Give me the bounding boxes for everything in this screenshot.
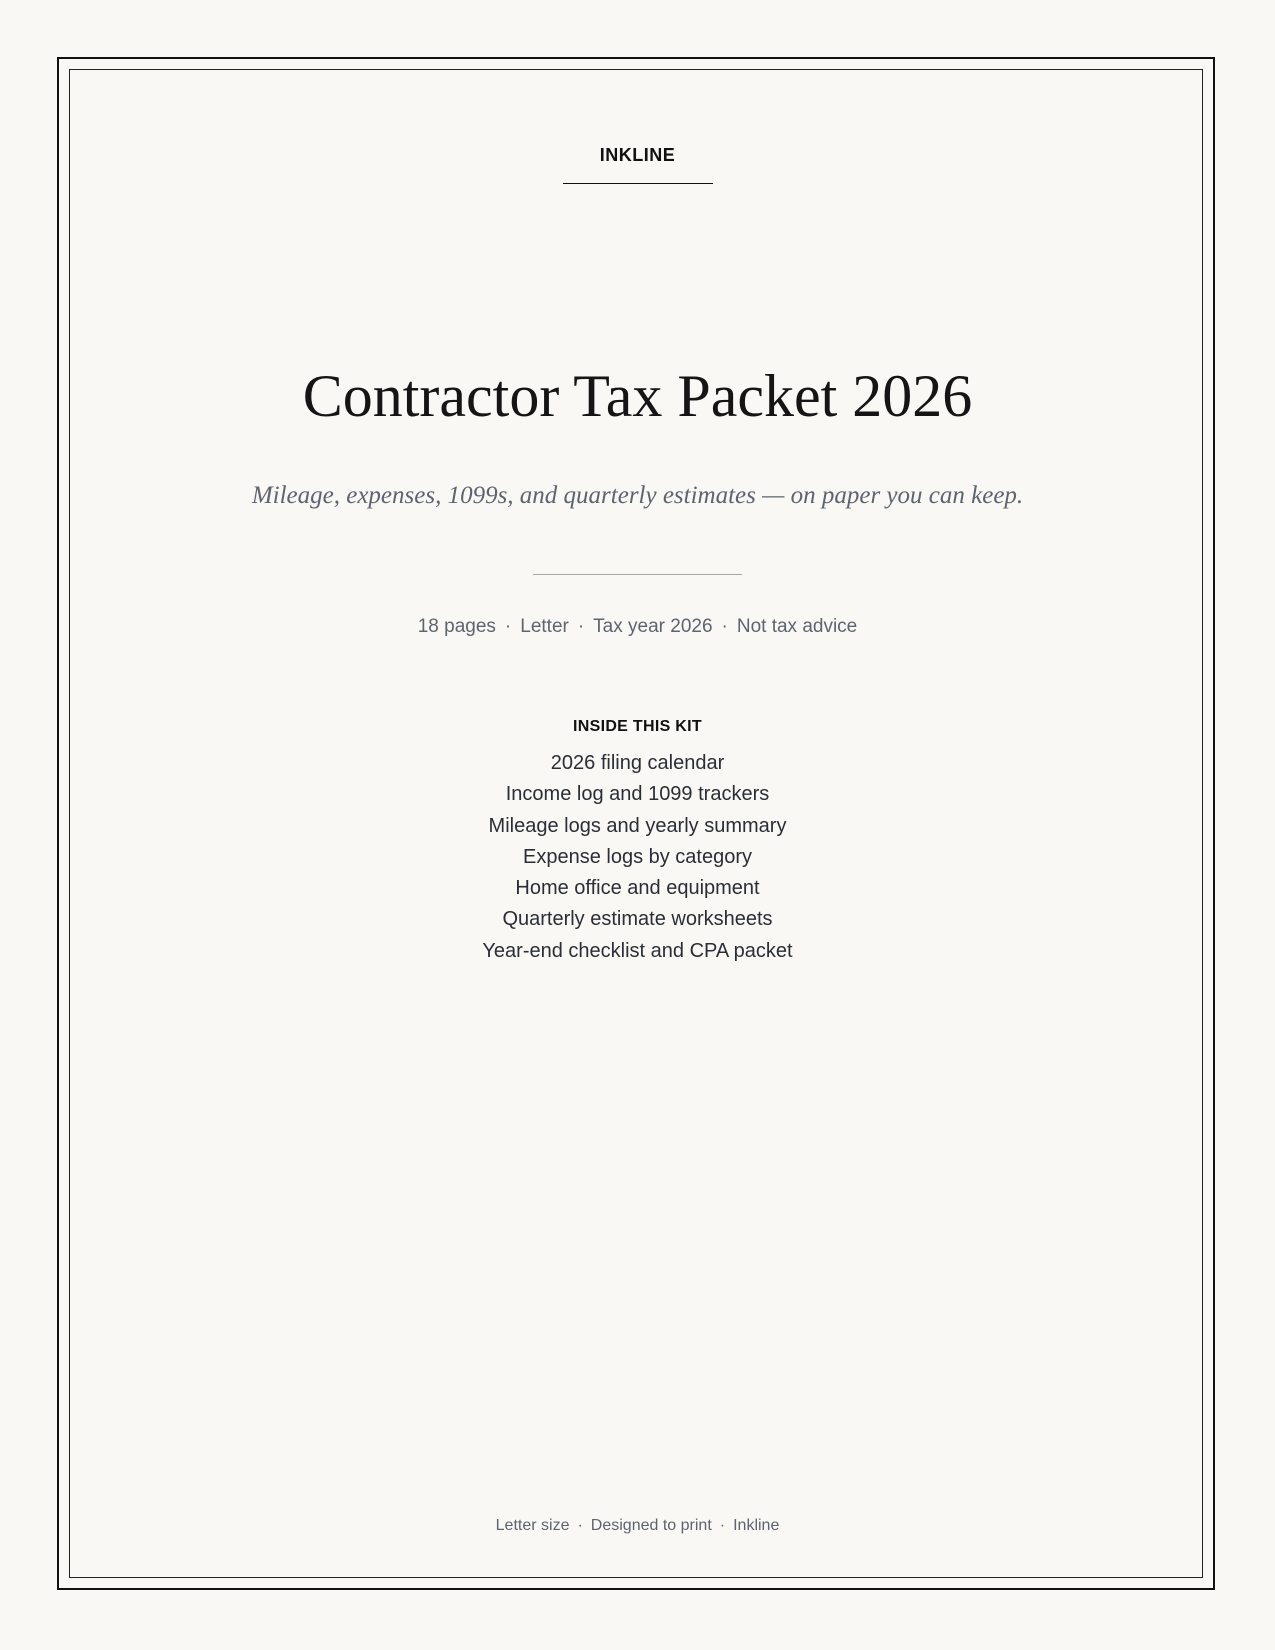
footer-print-note: Designed to print [590,1517,712,1534]
meta-disclaimer: Not tax advice [736,616,858,637]
page-subtitle: Mileage, expenses, 1099s, and quarterly estimates — on paper you can keep. [251,482,1024,509]
footer-separator: · [719,1517,726,1534]
list-item: Year-end checklist and CPA packet [482,939,793,962]
kit-heading: INSIDE THIS KIT [573,718,702,735]
footer-publisher: Inkline [733,1517,780,1534]
meta-paper-size: Letter [520,616,569,637]
list-item: 2026 filing calendar [550,752,725,774]
page-title: Contractor Tax Packet 2026 [302,363,973,429]
footer-line [0,1516,1275,1536]
meta-separator: · [577,616,585,637]
meta-line [0,615,1275,639]
brand-name: INKLINE [599,145,676,165]
meta-tax-year: Tax year 2026 [593,616,713,637]
list-item: Mileage logs and yearly summary [488,814,787,837]
meta-separator: · [504,616,512,637]
meta-page-count: 18 pages [417,616,496,637]
list-item: Income log and 1099 trackers [505,783,770,806]
kit-contents-list [0,748,1275,967]
footer-paper-size: Letter size [495,1517,570,1534]
brand-underline [563,183,713,184]
divider [533,574,742,575]
list-item: Expense logs by category [522,845,753,868]
meta-separator: · [721,616,728,637]
list-item: Home office and equipment [515,877,760,900]
list-item: Quarterly estimate worksheets [502,908,773,931]
footer-separator: · [577,1517,583,1534]
